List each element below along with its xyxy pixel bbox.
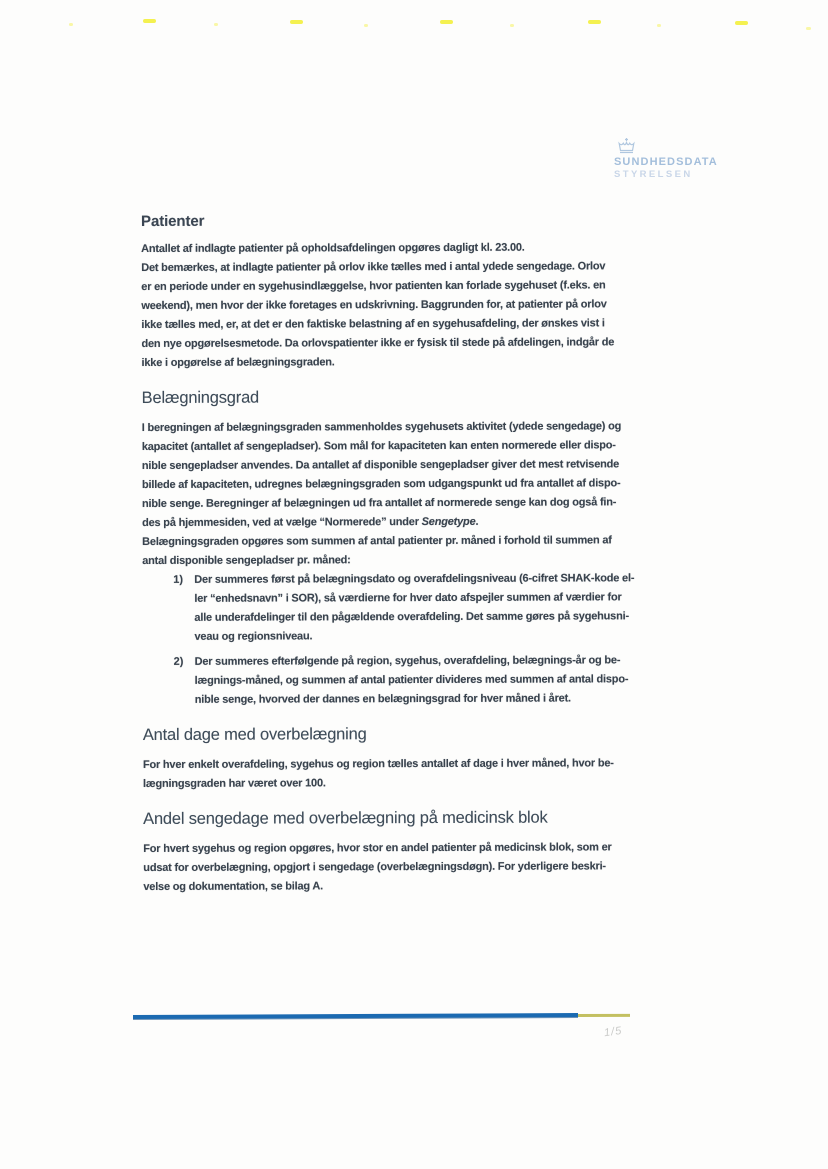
sengetype-line-pre: des på hjemmesiden, ved at vælge “Normerede” under bbox=[142, 516, 422, 529]
numbered-list bbox=[142, 569, 682, 710]
scan-artifact-dash bbox=[440, 20, 453, 24]
section-title-andel-sengedage: Andel sengedage med overbelægning på medicinsk blok bbox=[143, 808, 548, 828]
section-andel-sengedage bbox=[143, 806, 683, 897]
sengetype-line-post: . bbox=[475, 515, 479, 528]
paragraph-belaegningsgrad-sengetype-line bbox=[142, 512, 682, 533]
footer-rule-olive-segment bbox=[578, 1013, 630, 1016]
list-item-marker: 2) bbox=[173, 655, 184, 668]
logo-name: SUNDHEDSDATA bbox=[614, 156, 718, 168]
section-title-antal-dage: Antal dage med overbelægning bbox=[142, 725, 367, 744]
scan-artifact-dot bbox=[510, 24, 514, 27]
list-item-text: Der summeres først på belægningsdato og overafdelingsniveau (6-cifret SHAK-kode el- ler “enhedsnavn” i SOR), så værdierne for hver dato afspejler summen af værdier for alle underafdelinger til den pågældende overafdeling. Det samme gøres på sygehusni- veau og regionsniveau. bbox=[194, 572, 635, 643]
paragraph-patienter: Antallet af indlagte patienter på opholdsafdelingen opgøres dagligt kl. 23.00. Det bemærkes, at indlagte patienter på orlov ikke tælles med i antal ydede sengedage. Orlov er en periode under en sygehusindlæggelse, hvor patienten kan forlade sygehuset (f.eks. en weekend), men hvor der ikke foretages en udskrivning. Baggrunden for, at patienter på orlov ikke tælles med, er, at det er den faktiske belastning af en sygehusafdeling, der ønskes vist i den nye opgørelsesmetode. Da orlovspatienter ikke er fysisk til stede på afdelingen, indgår de ikke i opgørelse af belægningsgraden. bbox=[141, 241, 615, 369]
section-antal-dage bbox=[143, 722, 683, 794]
crown-icon bbox=[616, 137, 637, 154]
scan-artifact-dash bbox=[735, 21, 748, 25]
footer-rule-blue-segment bbox=[133, 1013, 578, 1019]
list-item-text: Der summeres efterfølgende på region, sygehus, overafdeling, belægnings-år og be- lægnings-måned, og summen af antal patienter divideres med summen af antal dispo- nible senge, hvorved der dannes en belægningsgrad for hver måned i året. bbox=[194, 654, 629, 706]
section-patienter bbox=[141, 210, 682, 373]
logo-subname: STYRELSEN bbox=[614, 169, 693, 180]
section-title-belaegningsgrad: Belægningsgrad bbox=[141, 388, 260, 407]
scan-artifact-dot bbox=[657, 24, 661, 27]
paragraph-andel-sengedage: For hvert sygehus og region opgøres, hvor stor en andel patienter på medicinsk blok, som er udsat for overbelægning, opgjort i sengedage (overbelægningsdøgn). For yderligere beskri- velse og dokumentation, se bilag A. bbox=[143, 841, 612, 893]
scan-artifact-dot bbox=[364, 24, 368, 27]
paragraph-belaegningsgrad-1: I beregningen af belægningsgraden sammenholdes sygehusets aktivitet (ydede sengedage) og kapacitet (antallet af sengepladser). Som mål for kapaciteten kan enten normerede eller dispo- nible sengepladser anvendes. Da antallet af disponible sengepladser giver det mest retvisende billede af kapaciteten, udregnes belægningsgraden som udgangspunkt ud fra antallet af dispo- nible senge. Beregninger af belægningen ud fra antallet af normerede senge kan dog også fin- bbox=[141, 420, 622, 510]
page-number: 1/5 bbox=[603, 1024, 624, 1040]
document-content bbox=[141, 210, 683, 897]
paragraph-belaegningsgrad-2: Belægningsgraden opgøres som summen af antal patienter pr. måned i forhold til summen af antal disponible sengepladser pr. måned: bbox=[142, 534, 612, 567]
list-item bbox=[143, 651, 683, 710]
footer-rule bbox=[133, 1013, 630, 1019]
list-item bbox=[142, 569, 682, 647]
sengetype-term: Sengetype bbox=[421, 515, 476, 529]
scan-artifact-dot bbox=[214, 23, 218, 26]
section-belaegningsgrad bbox=[142, 385, 683, 710]
scan-artifact-dash bbox=[588, 20, 601, 24]
scan-artifact-dot bbox=[806, 27, 811, 30]
scan-artifact-dash bbox=[290, 20, 303, 24]
scan-artifact-dash bbox=[143, 19, 156, 23]
paragraph-antal-dage: For hver enkelt overafdeling, sygehus og region tælles antallet af dage i hver måned, hvor be- lægningsgraden har været over 100. bbox=[142, 757, 614, 790]
scan-artifact-dot bbox=[69, 23, 73, 26]
sundhedsdatastyrelsen-logo bbox=[614, 137, 744, 181]
list-item-marker: 1) bbox=[173, 573, 184, 586]
section-title-patienter: Patienter bbox=[141, 212, 205, 230]
